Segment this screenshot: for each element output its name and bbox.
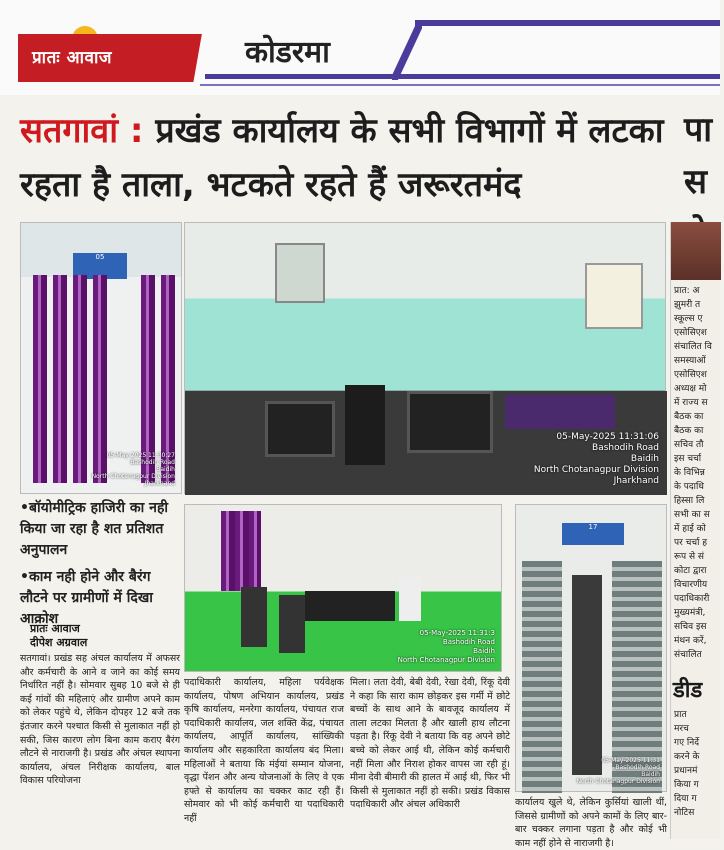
empty-chair xyxy=(279,595,305,653)
article-column-2: पदाधिकारी कार्यालय, महिला पर्यवेक्षक कार्यालय, पोषण अभियान कार्यालय, प्रखंड कृषि कार्यालय, मनरेगा कार्यालय, पंचायत राज पदाधिकारी कार्यालय, जल शक्ति केंद्र, पंचायत कार्यालय, आपूर्ति कार्यालय, सांख्यिकी कार्यालय और सहकारिता कार्यालय बंद मिला। महिलाओं ने बताया कि मंईयां सम्मान योजना, वृद्धा पेंशन और अन्य योजनाओं के लिए वे एक हफ्ते से कार्यालय का चक्कर काट रही हैं। सोमवार को भी कोई कर्मचारी या पदाधिकारी नहीं xyxy=(184,677,344,824)
adjacent-headline: डीड xyxy=(673,678,703,703)
office-table xyxy=(305,591,395,621)
computer-cpu xyxy=(345,385,385,465)
photo-timestamp: 05-May-2025 11:31:06 Bashodih Road Baidih North Chotanagpur Division Jharkhand xyxy=(533,432,659,486)
article-column-4: कार्यालय खुले थे, लेकिन कुर्सियां खाली थीं, जिससे ग्रामीणों को अपने कामों के लिए बार-बार चक्कर लगाना पड़ता है और कोई भी काम नहीं होने से नाराजगी है। xyxy=(515,797,667,849)
photo-office-curtains-grey xyxy=(515,504,667,792)
header-slash-decoration xyxy=(392,20,422,80)
masthead-band xyxy=(0,0,720,95)
calendar-poster xyxy=(275,243,325,303)
photo-empty-office-computers xyxy=(184,222,666,494)
header-rule-thin xyxy=(200,84,720,86)
adjacent-article-text: प्रात: अ झुमरी त स्कूल्स ए एसोसिएश संचालित वि समस्याओं एसोसिएश अध्यक्ष मो में राज्य स बैठक का बैठक का सचिव तौ इस चर्चा के विभिन्न के पदाधि हिस्सा लि सभी का स में हाई को पर चर्चा ह रूप से सं कोटा द्वारा विचारणीय पदाधिकारी मुख्यमंत्री, सचिव इस मंथन करें, संचालित xyxy=(674,286,712,660)
bullet-point: •काम नही होने और बैरंग लौटने पर ग्रामीणों में दिखा आक्रोश xyxy=(20,569,153,627)
headline-place: सतगावां : xyxy=(20,111,144,151)
byline-author: दीपेश अग्रवाल xyxy=(30,636,88,649)
header-rule-top xyxy=(415,20,720,26)
adjacent-headline-fragment: पा स xyxy=(684,110,713,202)
curtain xyxy=(73,275,87,483)
photo-timestamp: 05-May-2025 11:31:3 Bashodih Road Baidih North Chotanagpur Division xyxy=(397,629,495,664)
curtain xyxy=(33,275,47,483)
adjacent-article-text-2: प्रात मरच गए निर्दे करने के प्रधानमं किया ग दिया ग नोटिस xyxy=(674,710,700,818)
wall-poster xyxy=(585,263,643,329)
newspaper-logo: प्रातः आवाज xyxy=(18,34,178,82)
office-chair xyxy=(399,577,421,621)
byline-source: प्रातः आवाज xyxy=(30,622,80,635)
headline-text: प्रखंड कार्यालय के सभी विभागों में लटका रहता है ताला, भटकते रहते हैं जरूरतमंद xyxy=(20,111,664,205)
printer xyxy=(265,401,335,457)
adjacent-article-photo xyxy=(671,222,721,280)
curtain xyxy=(522,561,562,793)
byline xyxy=(30,622,87,650)
curtain xyxy=(221,511,261,591)
photo-timestamp: 05-May-2025 11:30:27 Bashodih Road Baidih North Chotanagpur Division Jharkhand xyxy=(91,452,175,487)
district-name: कोडरमा xyxy=(245,35,330,70)
article-column-3: मिला। लता देवी, बेबी देवी, रेखा देवी, रिंकू देवी ने कहा कि सारा काम छोड़कर इस गर्मी में छोटे बच्चों के साथ आने के बावजूद कार्यालय में ताला लटका मिलता है और खाली हाथ लौटना पड़ता है। रिंकू देवी ने बताया कि वह अपने छोटे बच्चे को लेकर आई थी, लेकिन कोई कर्मचारी नहीं मिला और निराश होकर वापस जा रही हूं। मीना देवी बीमारी की हालत में आई थी, फिर भी किसी से मुलाकात नहीं हो सकी। प्रखंड विकास पदाधिकारी और अंचल अधिकारी xyxy=(350,677,510,811)
article-column-1: सतगावां। प्रखंड सह अंचल कार्यालय में अफसर और कर्मचारी के आने व जाने का कोई समय निर्धारित नहीं है। सोमवार सुबह 10 बजे से ही कई गांवों की महिलाएं और ग्रामीण अपने काम को लेकर पहुंचे थे, लेकिन दोपहर 12 बजे तक इंतजार करने पश्चात किसी से मुलाकात नहीं हो सकी, जिस कारण लोग बिना काम कराए बैरंग लौटने से नाराजगी है। प्रखंड और अंचल स्थापना कार्यालय, अंचल निरीक्षक कार्यालय, बाल विकास परियोजना xyxy=(20,653,180,787)
adjacent-article-column xyxy=(670,222,720,839)
highlight-bullets xyxy=(20,498,182,636)
empty-chair xyxy=(241,587,267,647)
stacked-files xyxy=(505,395,615,429)
computer-monitor xyxy=(407,391,493,453)
photo-office-curtains-purple xyxy=(20,222,182,494)
bullet-point: •बॉयोमीट्रिक हाजिरी का नही किया जा रहा है शत प्रतिशत अनुपालन xyxy=(20,500,169,558)
board-number: 05 xyxy=(95,253,105,261)
doorway xyxy=(572,575,602,775)
header-rule-bottom xyxy=(205,74,720,79)
board-number: 17 xyxy=(588,523,598,531)
office-nameboard xyxy=(562,523,624,545)
photo-timestamp: 05-May-2025 11:31 Bashodih Road Baidih North Chotanagpur Division xyxy=(576,757,660,785)
curtain xyxy=(53,275,67,483)
photo-empty-chairs-green-floor xyxy=(184,504,502,672)
headline xyxy=(20,104,680,212)
